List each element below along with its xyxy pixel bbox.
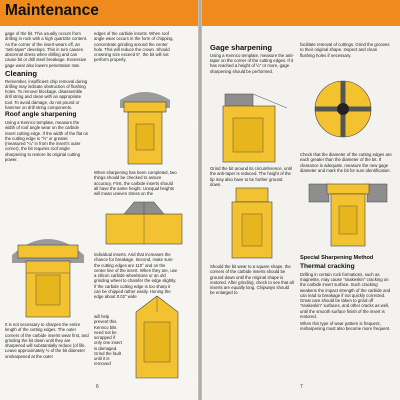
grind-circumference-paragraph: Grind the bit around its circumference, until the anti-taper is reduced. The height of the tip may also have to be further ground down. (210, 166, 292, 187)
insert-height-figure (100, 200, 188, 248)
right-col-2-mid (300, 152, 392, 175)
page-number-right: 7 (300, 384, 303, 390)
left-col-2-mid (94, 170, 178, 198)
page-number-left: 6 (96, 384, 99, 390)
thermal-cracking-paragraph: Drilling in certain rock formations, such as magnetite, may cause "snakeskin" cracking on the carbide insert surface. Such cracking weakens the impact strength of the carbide and can lead to breakage if not quickly corrected. Great care should be taken to grind off "snakeskin" surfaces, and other cracks as well, until the smooth surface finish of the insert is restored. (300, 271, 391, 319)
diameter-check-paragraph: Check that the diameter of the cutting edges are each greater than the diameter of the bit. If clearance is adequate, measure the new gage diameter and mark the bit for sure identification. (300, 152, 392, 173)
roof-angle-heading: Roof angle sharpening (5, 111, 77, 119)
right-col-1-lower (210, 264, 294, 298)
book-gutter (198, 0, 202, 400)
right-col-1-top (210, 42, 294, 76)
right-col-2-lower (300, 254, 392, 334)
cleaning-paragraph: Remember, insufficient chip removal during drilling may indicate obstruction of flushing holes. To remove blockage, disassemble drill string and clean with an appropriate tool. To avoid damage, do not pound or hammer on drill string components. (5, 78, 88, 110)
sharpen-length-paragraph: It is not necessary to sharpen the entire length of the cutting edges. The outer corners of the carbide inserts wear first, and grinding the bit down until they are sharpened will substantially reduce (of life. Leave approximately ½ of the bit diameter unsharpened at the outer (5, 322, 89, 359)
left-col-2-top (94, 31, 178, 65)
header-band-right (202, 0, 400, 26)
thermal-cracking-heading: Thermal cracking (300, 262, 355, 270)
intro-paragraph: gage of the bit. This usually occurs from drilling in rock with a high quartzite content. As the corner of the insert wears off, an "anti-taper" develops. This in turn causes abnormal stress when drilling and can cause bit or drill steel breakage. Excessive gage wear also lowers penetration rate. (5, 31, 88, 68)
right-col-2-top (300, 42, 392, 60)
left-col-1-bottom (5, 322, 89, 361)
left-col-2-narrow (94, 314, 123, 369)
square-shape-figure (226, 186, 278, 260)
gage-sharpening-heading: Gage sharpening (210, 43, 273, 52)
bit-face-figure (313, 70, 373, 148)
damaged-insert-paragraph: will help prevent this. Kennco bits need not be scrapped if only one insert is damaged. Grind the fault until it is removed (94, 314, 122, 367)
gage-sharpening-paragraph: Using a Kennco template, measure the anti-taper on the corner of the cutting edges. If it has reached a height of ½" or more, gage sharpening should be performed. (210, 52, 294, 74)
diameter-gauge-figure (303, 180, 393, 250)
bit-template-figure (100, 80, 190, 168)
cleaning-heading: Cleaning (5, 68, 38, 78)
chipways-paragraph: facilitate removal of cuttings. Grind the grooves to their original shape. Inspect and clean flushing holes if necessary. (300, 42, 390, 58)
roof-angle-figure (8, 215, 88, 320)
left-col-1-top (5, 31, 89, 164)
special-sharpening-heading: Special Sharpening Method (300, 255, 374, 261)
header-band-left (0, 0, 198, 26)
page-title: Maintenance (5, 2, 99, 19)
roof-angle-continued: edges of the carbide inserts. When roof angle wear occurs in the form of chipping, concentrate grinding around the center hole. This will reduce the crown. Should crowning size exceed 5", the bit will not perform properly. (94, 31, 174, 63)
gage-sharpening-figure (213, 88, 293, 166)
roof-angle-paragraph: Using a Kennco template, measure the width of roof angle wear on the carbide insert cutting edge. If the width of the flat on the cutting edge is "½" or greater, (measured "¼" in from the insert's outer corner), the bit requires roof angle sharpening to restore its original cutting power. (5, 120, 89, 162)
thermal-cracking-paragraph-2: When this type of wear pattern is frequent, resharpening must also become more frequent. (300, 321, 391, 332)
damaged-insert-figure (126, 294, 188, 384)
insert-stress-paragraph: individual inserts. And that increases the chance for breakage. Second, make sure the cutting edges are 110° and on the center line of the insert. When they are, use a silicon carbide wheelstone or an old grinding wheel to chamfer the edge slightly. If the carbide cutting edge is too sharp it can be chipped rather easily. Honing the edge about 0.02" wide (94, 252, 178, 299)
square-wear-paragraph: Should the bit wear to a square shape, the corners of the carbide inserts should be ground down until the original shape is restored. After grinding, check to see that all inserts are equally long. Chipways should be enlarged to (210, 264, 294, 296)
sharpening-check-paragraph: When sharpening has been completed, two things should be checked to assure accuracy. First, the carbide inserts should all have the same height. Unequal heights will mean uneven stress on the (94, 170, 177, 196)
